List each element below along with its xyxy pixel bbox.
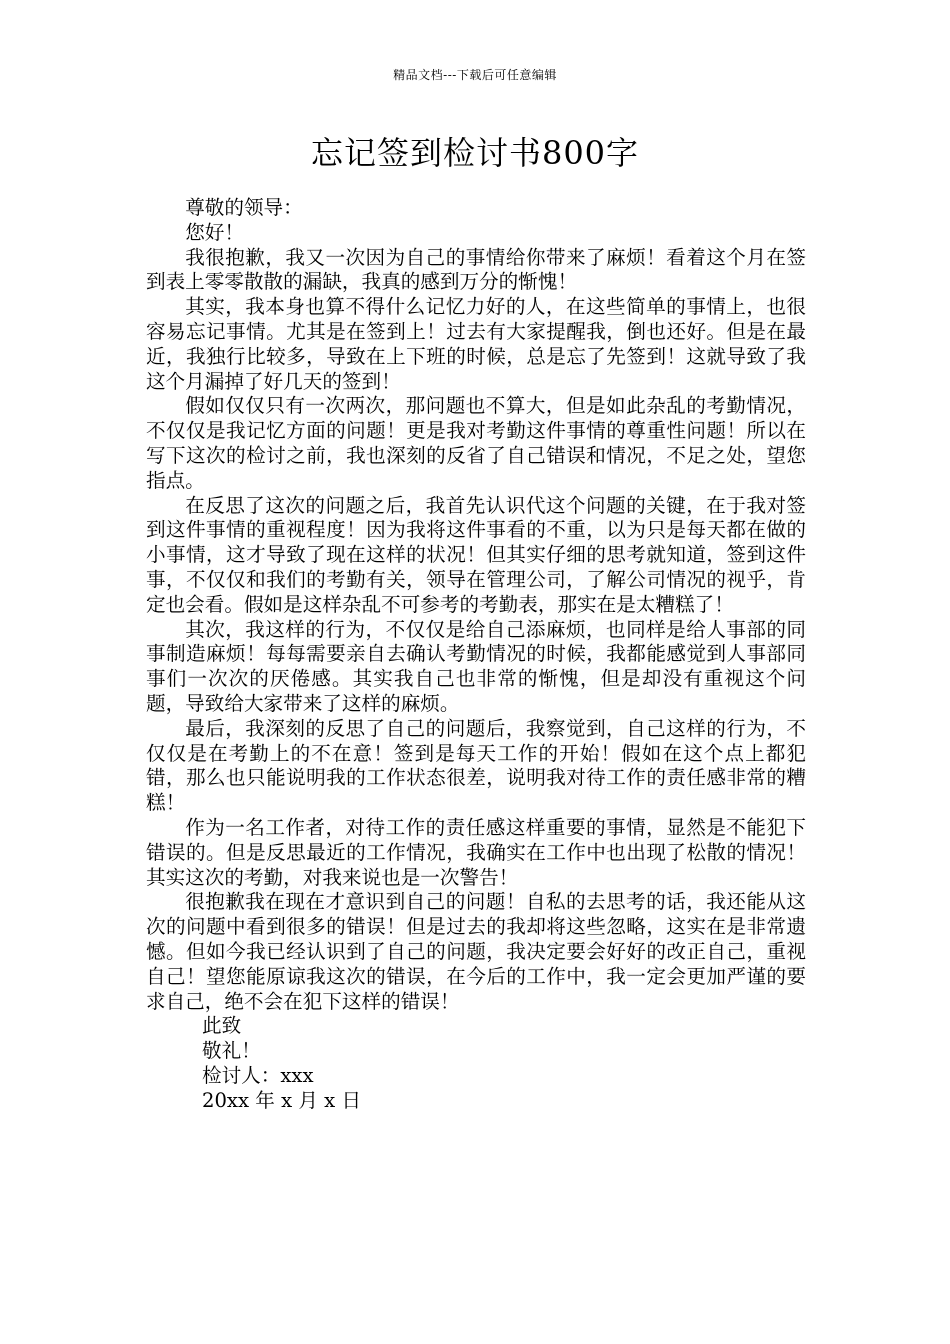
paragraph-3: 假如仅仅只有一次两次，那问题也不算大，但是如此杂乱的考勤情况，不仅仅是我记忆方面的问题！更是我对考勤这件事情的尊重性问题！所以在写下这次的检讨之前，我也深刻的反省了自己错误和情况，不足之处，望您指点。 [146, 394, 806, 492]
document-body [146, 196, 806, 1113]
salutation: 尊敬的领导： [185, 196, 303, 219]
paragraph-8: 很抱歉我在现在才意识到自己的问题！自私的去思考的话，我还能从这次的问题中看到很多的错误！但是过去的我却将这些忽略，这实在是非常遗憾。但如今我已经认识到了自己的问题，我决定要会好好的改正自己，重视自己！望您能原谅我这次的错误，在今后的工作中，我一定会更加严谨的要求自己，绝不会在犯下这样的错误！ [146, 890, 806, 1013]
closing-block [146, 1014, 806, 1113]
document-title: 忘记签到检讨书800字 [310, 134, 640, 172]
paragraph-2: 其实，我本身也算不得什么记忆力好的人，在这些简单的事情上，也很容易忘记事情。尤其是在签到上！过去有大家提醒我，倒也还好。但是在最近，我独行比较多，导致在上下班的时候，总是忘了先签到！这就导致了我这个月漏掉了好几天的签到！ [146, 295, 806, 393]
paragraph-6: 最后，我深刻的反思了自己的问题后，我察觉到，自己这样的行为，不仅仅是在考勤上的不在意！签到是每天工作的开始！假如在这个点上都犯错，那么也只能说明我的工作状态很差，说明我对待工作的责任感非常的糟糕！ [146, 716, 806, 815]
signature-date: 20xx 年 x 月 x 日 [202, 1088, 362, 1112]
paragraph-4: 在反思了这次的问题之后，我首先认识代这个问题的关键，在于我对签到这件事情的重视程度！因为我将这件事看的不重，以为只是每天都在做的小事情，这才导致了现在这样的状况！但其实仔细的思考就知道，签到这件事，不仅仅和我们的考勤有关，领导在管理公司，了解公司情况的视乎，肯定也会看。假如是这样杂乱不可参考的考勤表，那实在是太糟糕了！ [146, 493, 806, 616]
closing-line-jingli: 敬礼！ [202, 1039, 261, 1063]
closing-line-cizhi: 此致 [202, 1014, 242, 1038]
paragraph-1: 我很抱歉，我又一次因为自己的事情给你带来了麻烦！看着这个月在签到表上零零散散的漏缺，我真的感到万分的惭愧！ [146, 245, 806, 294]
greeting: 您好！ [185, 220, 244, 244]
signature-author: 检讨人：xxx [202, 1063, 314, 1087]
page-header-note: 精品文档---下载后可任意编辑 [393, 68, 557, 82]
paragraph-5: 其次，我这样的行为，不仅仅是给自己添麻烦，也同样是给人事部的同事制造麻烦！每每需要亲自去确认考勤情况的时候，我都能感觉到人事部同事们一次次的厌倦感。其实我自己也非常的惭愧，但是却没有重视这个问题，导致给大家带来了这样的麻烦。 [146, 617, 806, 715]
paragraph-7: 作为一名工作者，对待工作的责任感这样重要的事情，显然是不能犯下错误的。但是反思最近的工作情况，我确实在工作中也出现了松散的情况！其实这次的考勤，对我来说也是一次警告！ [146, 815, 806, 889]
